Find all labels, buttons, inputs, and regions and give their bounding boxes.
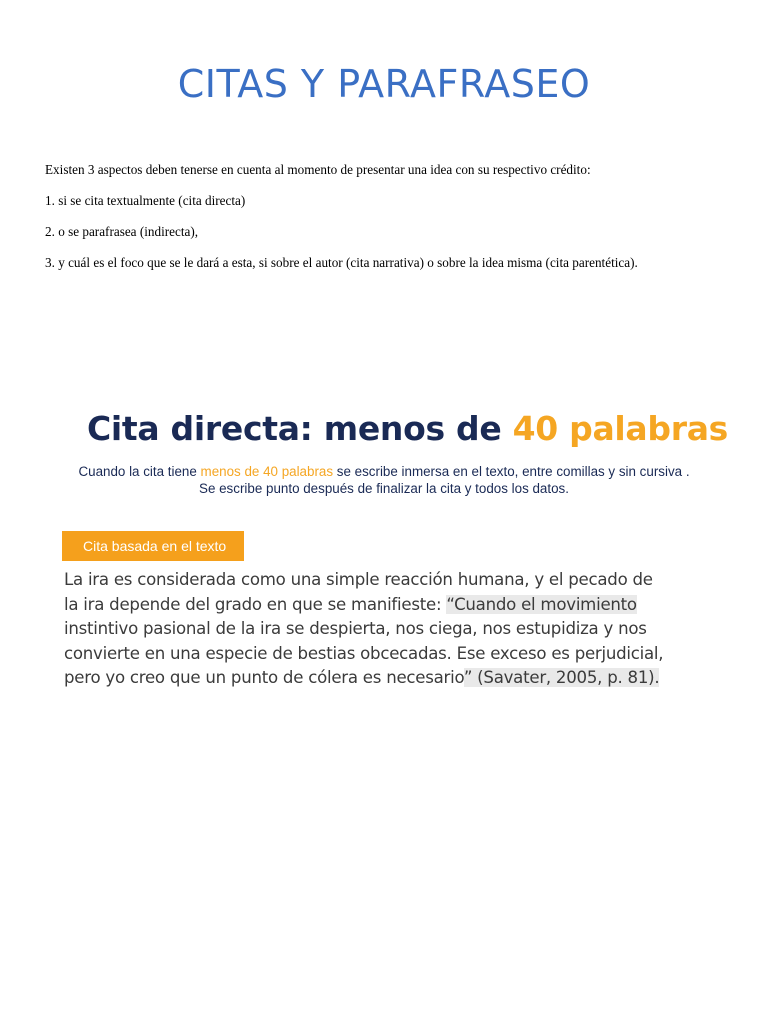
quote-line — [64, 593, 664, 618]
quote-line: La ira es considerada como una simple reacción humana, y el pecado de — [64, 570, 653, 589]
figure-title-highlight: 40 palabras — [512, 409, 728, 448]
intro-item-2: 2. o se parafrasea (indirecta), — [45, 224, 199, 239]
quote-line: convierte en una especie de bestias obcecadas. Ese exceso es perjudicial, — [64, 643, 664, 663]
quote-type-tag: Cita basada en el texto — [62, 531, 244, 561]
subtitle-line1-end: se escribe inmersa en el texto, entre comillas y sin cursiva . — [333, 464, 690, 479]
figure-title — [87, 409, 728, 448]
subtitle-line2: Se escribe punto después de finalizar la cita y todos los datos. — [199, 481, 569, 496]
figure-title-main: Cita directa: menos de — [87, 409, 513, 448]
quote-line-text: pero yo creo que un punto de cólera es necesario — [64, 668, 464, 687]
example-quote — [64, 568, 664, 691]
subtitle-line1-start: Cuando la cita tiene — [78, 464, 201, 479]
citation-highlight: ” (Savater, 2005, p. 81). — [463, 668, 660, 687]
subtitle-highlight: menos de 40 palabras — [200, 464, 334, 479]
intro-paragraph: Existen 3 aspectos deben tenerse en cuenta al momento de presentar una idea con su respectivo crédito: — [45, 162, 591, 177]
figure-subtitle — [0, 463, 768, 497]
quote-line — [64, 666, 664, 691]
intro-item-1: 1. si se cita textualmente (cita directa) — [45, 193, 246, 208]
page-title: CITAS Y PARAFRASEO — [177, 62, 591, 106]
quote-highlight: “Cuando el movimiento — [446, 594, 637, 614]
intro-item-3: 3. y cuál es el foco que se le dará a esta, si sobre el autor (cita narrativa) o sobre la idea misma (cita parentética). — [45, 255, 638, 270]
quote-line: instintivo pasional de la ira se despierta, nos ciega, nos estupidiza y nos — [64, 619, 647, 638]
quote-line-text: la ira depende del grado en que se manifieste: — [64, 594, 447, 614]
intro-text — [45, 163, 735, 287]
